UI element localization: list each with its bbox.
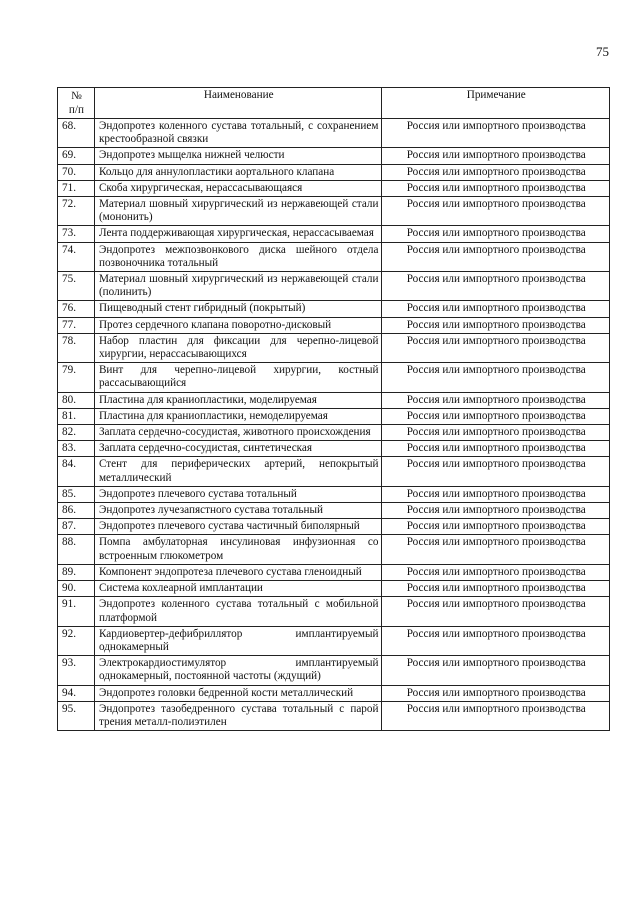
row-note: Россия или импортного производства: [382, 519, 610, 535]
table-row: [58, 148, 610, 164]
row-number: 85.: [58, 486, 95, 502]
row-note: Россия или импортного производства: [382, 626, 610, 655]
row-note: Россия или импортного производства: [382, 242, 610, 271]
row-name: Материал шовный хирургический из нержавеющей стали (полинить): [94, 272, 382, 301]
devices-table: [57, 87, 610, 731]
row-name: Набор пластин для фиксации для черепно-лицевой хирургии, нерассасывающихся: [94, 333, 382, 362]
row-name: Материал шовный хирургический из нержавеющей стали (мононить): [94, 197, 382, 226]
row-number: 92.: [58, 626, 95, 655]
table-row: [58, 441, 610, 457]
row-name: Кардиовертер-дефибриллятор имплантируемый однокамерный: [94, 626, 382, 655]
row-note: Россия или импортного производства: [382, 597, 610, 626]
row-note: Россия или импортного производства: [382, 656, 610, 685]
row-name: Эндопротез плечевого сустава тотальный: [94, 486, 382, 502]
table-row: [58, 626, 610, 655]
row-number: 71.: [58, 180, 95, 196]
row-note: Россия или импортного производства: [382, 392, 610, 408]
table-row: [58, 519, 610, 535]
row-note: Россия или импортного производства: [382, 164, 610, 180]
row-name: Заплата сердечно-сосудистая, животного происхождения: [94, 425, 382, 441]
table-row: [58, 656, 610, 685]
table-row: [58, 119, 610, 148]
row-name: Пластина для краниопластики, моделируемая: [94, 392, 382, 408]
row-name: Система кохлеарной имплантации: [94, 581, 382, 597]
row-note: Россия или импортного производства: [382, 564, 610, 580]
row-number: 68.: [58, 119, 95, 148]
row-number: 73.: [58, 226, 95, 242]
row-name: Эндопротез мыщелка нижней челюсти: [94, 148, 382, 164]
table-row: [58, 164, 610, 180]
row-name: Компонент эндопротеза плечевого сустава гленоидный: [94, 564, 382, 580]
row-note: Россия или импортного производства: [382, 272, 610, 301]
table-body: [58, 119, 610, 731]
row-name: Эндопротез лучезапястного сустава тотальный: [94, 503, 382, 519]
row-number: 93.: [58, 656, 95, 685]
table-row: [58, 301, 610, 317]
table-row: [58, 197, 610, 226]
row-number: 81.: [58, 408, 95, 424]
row-number: 77.: [58, 317, 95, 333]
row-note: Россия или импортного производства: [382, 441, 610, 457]
table-row: [58, 272, 610, 301]
row-name: Эндопротез головки бедренной кости металлический: [94, 685, 382, 701]
header-number: [58, 88, 95, 119]
row-number: 87.: [58, 519, 95, 535]
row-name: Эндопротез плечевого сустава частичный биполярный: [94, 519, 382, 535]
row-number: 94.: [58, 685, 95, 701]
row-number: 74.: [58, 242, 95, 271]
row-number: 69.: [58, 148, 95, 164]
row-note: Россия или импортного производства: [382, 581, 610, 597]
row-number: 90.: [58, 581, 95, 597]
row-name: Скоба хирургическая, нерассасывающаяся: [94, 180, 382, 196]
row-name: Эндопротез тазобедренного сустава тотальный с парой трения металл-полиэтилен: [94, 701, 382, 730]
row-name: Лента поддерживающая хирургическая, нерассасываемая: [94, 226, 382, 242]
row-number: 72.: [58, 197, 95, 226]
row-name: Помпа амбулаторная инсулиновая инфузионная со встроенным глюкометром: [94, 535, 382, 564]
row-note: Россия или импортного производства: [382, 197, 610, 226]
row-note: Россия или импортного производства: [382, 148, 610, 164]
row-number: 80.: [58, 392, 95, 408]
row-number: 84.: [58, 457, 95, 486]
row-note: Россия или импортного производства: [382, 457, 610, 486]
table-row: [58, 180, 610, 196]
row-number: 86.: [58, 503, 95, 519]
row-note: Россия или импортного производства: [382, 685, 610, 701]
row-note: Россия или импортного производства: [382, 119, 610, 148]
row-note: Россия или импортного производства: [382, 535, 610, 564]
table-row: [58, 701, 610, 730]
row-number: 89.: [58, 564, 95, 580]
row-number: 78.: [58, 333, 95, 362]
table-row: [58, 333, 610, 362]
row-name: Эндопротез коленного сустава тотальный, с сохранением крестообразной связки: [94, 119, 382, 148]
row-name: Протез сердечного клапана поворотно-дисковый: [94, 317, 382, 333]
row-name: Пластина для краниопластики, немоделируемая: [94, 408, 382, 424]
table-row: [58, 317, 610, 333]
row-note: Россия или импортного производства: [382, 425, 610, 441]
row-note: Россия или импортного производства: [382, 408, 610, 424]
table-row: [58, 535, 610, 564]
table-header-row: [58, 88, 610, 119]
page-number: 75: [596, 44, 609, 59]
table-row: [58, 486, 610, 502]
table-row: [58, 597, 610, 626]
table-row: [58, 363, 610, 392]
row-number: 82.: [58, 425, 95, 441]
table-row: [58, 685, 610, 701]
row-note: Россия или импортного производства: [382, 486, 610, 502]
row-name: Заплата сердечно-сосудистая, синтетическая: [94, 441, 382, 457]
row-note: Россия или импортного производства: [382, 701, 610, 730]
table-row: [58, 226, 610, 242]
row-number: 75.: [58, 272, 95, 301]
row-number: 79.: [58, 363, 95, 392]
row-note: Россия или импортного производства: [382, 503, 610, 519]
table-row: [58, 564, 610, 580]
row-number: 70.: [58, 164, 95, 180]
row-name: Пищеводный стент гибридный (покрытый): [94, 301, 382, 317]
row-note: Россия или импортного производства: [382, 333, 610, 362]
row-number: 91.: [58, 597, 95, 626]
row-number: 76.: [58, 301, 95, 317]
row-name: Электрокардиостимулятор имплантируемый однокамерный, постоянной частоты (ждущий): [94, 656, 382, 685]
table-row: [58, 425, 610, 441]
row-name: Кольцо для аннулопластики аортального клапана: [94, 164, 382, 180]
row-note: Россия или импортного производства: [382, 317, 610, 333]
row-note: Россия или импортного производства: [382, 226, 610, 242]
table-row: [58, 242, 610, 271]
row-note: Россия или импортного производства: [382, 180, 610, 196]
table-row: [58, 581, 610, 597]
table-row: [58, 408, 610, 424]
header-note: Примечание: [382, 88, 610, 119]
row-number: 83.: [58, 441, 95, 457]
row-name: Эндопротез межпозвонкового диска шейного отдела позвоночника тотальный: [94, 242, 382, 271]
row-name: Винт для черепно-лицевой хирургии, костный рассасывающийся: [94, 363, 382, 392]
row-note: Россия или импортного производства: [382, 301, 610, 317]
row-note: Россия или импортного производства: [382, 363, 610, 392]
table-row: [58, 392, 610, 408]
header-number-label: № п/п: [68, 90, 85, 116]
row-number: 95.: [58, 701, 95, 730]
row-name: Эндопротез коленного сустава тотальный с мобильной платформой: [94, 597, 382, 626]
table-row: [58, 503, 610, 519]
table-row: [58, 457, 610, 486]
header-name: Наименование: [94, 88, 382, 119]
row-number: 88.: [58, 535, 95, 564]
row-name: Стент для периферических артерий, непокрытый металлический: [94, 457, 382, 486]
